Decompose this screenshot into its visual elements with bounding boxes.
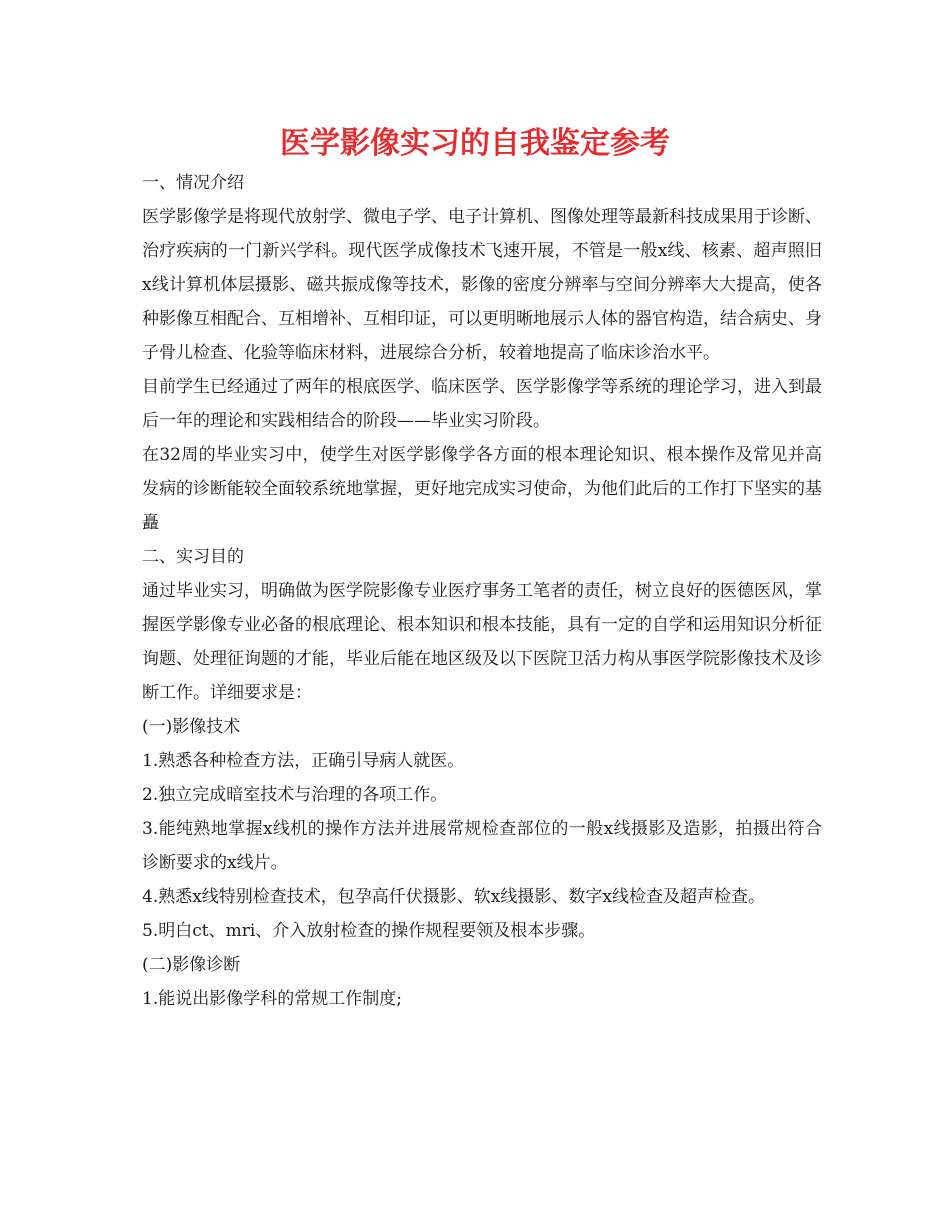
- document-title: 医学影像实习的自我鉴定参考: [280, 126, 670, 161]
- list-item: 2.独立完成暗室技术与治理的各项工作。: [142, 785, 448, 805]
- body-paragraph: 在32周的毕业实习中，使学生对医学影像学各方面的根本理论知识、根本操作及常见并高发病的诊断能较全面较系统地掌握，更好地完成实习使命，为他们此后的工作打下坚实的基矗: [142, 445, 822, 533]
- body-paragraph: 目前学生已经通过了两年的根底医学、临床医学、医学影像学等系统的理论学习，进入到最后一年的理论和实践相结合的阶段——毕业实习阶段。: [142, 377, 822, 431]
- subsection-heading-imaging-diagnosis: (二)影像诊断: [142, 955, 241, 975]
- list-item: 4.熟悉x线特别检查技术，包孕高仟伏摄影、软x线摄影、数字x线检查及超声检查。: [142, 887, 765, 907]
- body-paragraph: 医学影像学是将现代放射学、微电子学、电子计算机、图像处理等最新科技成果用于诊断、治疗疾病的一门新兴学科。现代医学成像技术飞速开展，不管是一般x线、核素、超声照旧x线计算机体层摄影、磁共振成像等技术，影像的密度分辨率与空间分辨率大大提高，使各种影像互相配合、互相增补、互相印证，可以更明晰地展示人体的器官构造，结合病史、身子骨儿检查、化验等临床材料，进展综合分析，较着地提高了临床诊治水平。: [142, 207, 822, 363]
- list-item: 1.能说出影像学科的常规工作制度;: [142, 989, 402, 1009]
- section-heading-purpose: 二、实习目的: [142, 547, 244, 567]
- list-item: 1.熟悉各种检查方法，正确引导病人就医。: [142, 751, 465, 771]
- subsection-heading-imaging-technique: (一)影像技术: [142, 717, 241, 737]
- list-item: 5.明白ct、mri、介入放射检查的操作规程要领及根本步骤。: [142, 921, 596, 941]
- document-body: [142, 166, 822, 1016]
- body-paragraph: 通过毕业实习，明确做为医学院影像专业医疗事务工笔者的责任，树立良好的医德医风，掌握医学影像专业必备的根底理论、根本知识和根本技能，具有一定的自学和运用知识分析征询题、处理征询题的才能，毕业后能在地区级及以下医院卫活力构从事医学院影像技术及诊断工作。详细要求是：: [142, 581, 822, 703]
- section-heading-situation: 一、情况介绍: [142, 173, 244, 193]
- list-item: 3.能纯熟地掌握x线机的操作方法并进展常规检查部位的一般x线摄影及造影，拍摄出符合诊断要求的x线片。: [142, 819, 822, 873]
